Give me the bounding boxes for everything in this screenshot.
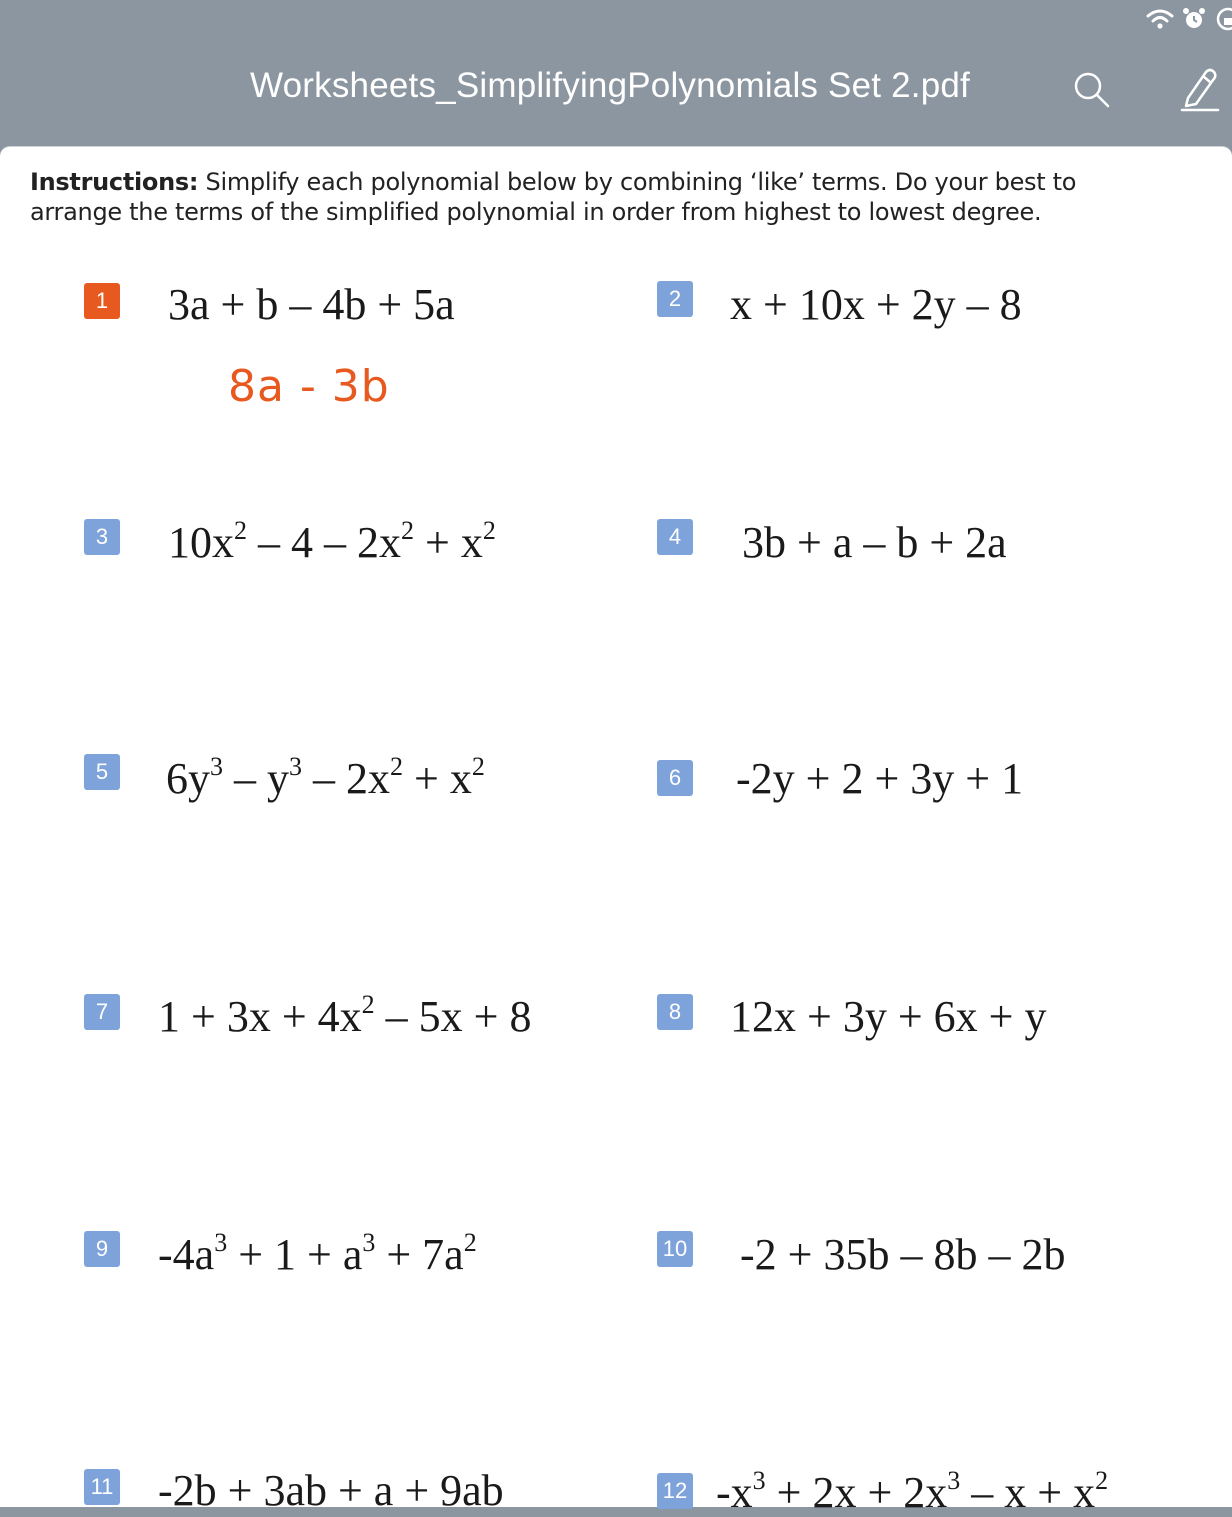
orientation-lock-icon bbox=[1214, 7, 1232, 31]
polynomial-expression bbox=[158, 990, 532, 1041]
instructions-text: Simplify each polynomial below by combining ‘like’ terms. Do your best to arrange the terms of the simplified polynomial in order from highest to lowest degree. bbox=[30, 168, 1077, 226]
polynomial-expression bbox=[158, 1466, 504, 1515]
document-title: Worksheets_SimplifyingPolynomials Set 2.pdf bbox=[250, 66, 970, 105]
expr-text: 12x + 3y + 6x + y bbox=[730, 992, 1047, 1041]
expr-exponent: 2 bbox=[401, 516, 414, 545]
problem-number-badge: 4 bbox=[657, 519, 693, 555]
expr-text: -2b + 3ab + a + 9ab bbox=[158, 1466, 504, 1515]
expr-exponent: 2 bbox=[463, 1228, 477, 1257]
problem-number-badge: 11 bbox=[84, 1469, 120, 1505]
problem-number-badge: 6 bbox=[657, 760, 693, 796]
polynomial-expression bbox=[168, 516, 496, 567]
expr-exponent: 2 bbox=[482, 516, 496, 545]
problem-number-badge: 10 bbox=[657, 1231, 693, 1267]
navigation-bar bbox=[0, 0, 1232, 140]
expr-exponent: 3 bbox=[947, 1466, 961, 1495]
expr-text: – 5x + 8 bbox=[374, 992, 532, 1041]
problem-number-badge: 9 bbox=[84, 1231, 120, 1267]
expr-text: – 2x bbox=[302, 754, 390, 803]
problem-number-badge: 5 bbox=[84, 754, 120, 790]
expr-exponent: 2 bbox=[471, 752, 485, 781]
polynomial-expression bbox=[742, 518, 1007, 567]
expr-text: + 2x + 2x bbox=[765, 1468, 948, 1517]
markup-button[interactable] bbox=[1174, 64, 1222, 114]
polynomial-expression bbox=[730, 280, 1022, 329]
expr-text: -4a bbox=[158, 1230, 215, 1279]
problem-number-badge: 12 bbox=[657, 1473, 693, 1509]
expr-exponent: 2 bbox=[390, 752, 403, 781]
status-bar-icons bbox=[1146, 6, 1232, 32]
handwritten-answer: 8a - 3b bbox=[228, 361, 390, 412]
expr-exponent: 3 bbox=[214, 1228, 228, 1257]
expr-text: + 1 + a bbox=[227, 1230, 363, 1279]
wifi-icon bbox=[1146, 8, 1174, 30]
problem-number-badge: 1 bbox=[84, 283, 120, 319]
expr-text: 10x bbox=[168, 518, 234, 567]
problem-number-badge: 7 bbox=[84, 994, 120, 1030]
search-icon bbox=[1070, 68, 1114, 112]
expr-exponent: 3 bbox=[289, 752, 302, 781]
polynomial-expression bbox=[736, 754, 1024, 803]
polynomial-expression bbox=[166, 752, 485, 803]
expr-text: – x + x bbox=[960, 1468, 1096, 1517]
expr-exponent: 3 bbox=[362, 1228, 376, 1257]
problem-number-badge: 8 bbox=[657, 994, 693, 1030]
instructions-label: Instructions: bbox=[30, 168, 199, 196]
expr-exponent: 2 bbox=[234, 516, 247, 545]
polynomial-expression bbox=[740, 1230, 1066, 1279]
expr-text: -2 + 35b – 8b – 2b bbox=[740, 1230, 1066, 1279]
expr-text: – 4 – 2x bbox=[247, 518, 401, 567]
search-button[interactable] bbox=[1070, 68, 1114, 112]
expr-text: 3a + b – 4b + 5a bbox=[168, 280, 455, 329]
polynomial-expression bbox=[730, 992, 1047, 1041]
expr-text: -2y + 2 + 3y + 1 bbox=[736, 754, 1024, 803]
expr-text: – y bbox=[223, 754, 289, 803]
expr-text: + x bbox=[403, 754, 472, 803]
expr-text: + 7a bbox=[375, 1230, 464, 1279]
expr-text: x + 10x + 2y – 8 bbox=[730, 280, 1022, 329]
problem-number-badge: 2 bbox=[657, 281, 693, 317]
expr-exponent: 3 bbox=[752, 1466, 766, 1495]
expr-exponent: 3 bbox=[210, 752, 223, 781]
polynomial-expression bbox=[158, 1228, 477, 1279]
expr-text: 1 + 3x + 4x bbox=[158, 992, 362, 1041]
expr-text: -x bbox=[716, 1468, 753, 1517]
expr-text: 3b + a – b + 2a bbox=[742, 518, 1007, 567]
expr-text: 6y bbox=[166, 754, 210, 803]
instructions bbox=[30, 167, 1170, 227]
problem-number-badge: 3 bbox=[84, 519, 120, 555]
alarm-icon bbox=[1182, 7, 1206, 31]
markup-pen-icon bbox=[1174, 64, 1222, 114]
polynomial-expression bbox=[168, 280, 455, 329]
expr-exponent: 2 bbox=[1095, 1466, 1109, 1495]
polynomial-expression bbox=[716, 1466, 1109, 1517]
expr-exponent: 2 bbox=[361, 990, 375, 1019]
pdf-page[interactable] bbox=[0, 146, 1232, 1517]
expr-text: + x bbox=[414, 518, 483, 567]
